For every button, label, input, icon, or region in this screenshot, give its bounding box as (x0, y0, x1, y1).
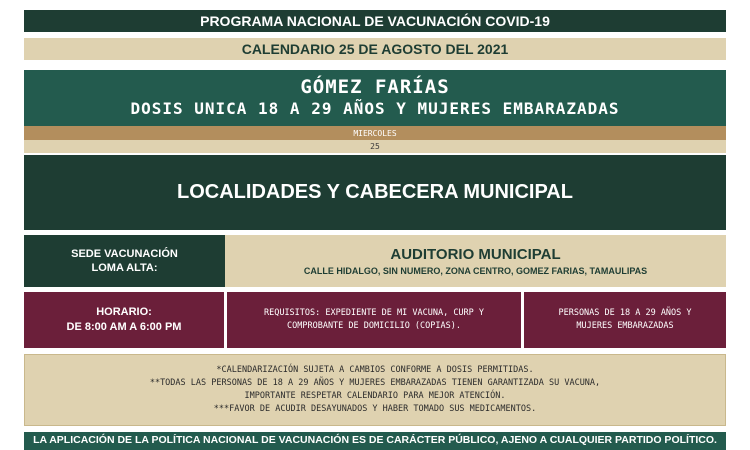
calendar-banner (24, 38, 726, 60)
notes-box (24, 354, 726, 426)
sede-label-cell (24, 235, 225, 287)
horario-hours: DE 8:00 AM A 6:00 PM (66, 321, 182, 333)
requisitos-line1: REQUISITOS: EXPEDIENTE DE MI VACUNA, CURP Y (263, 308, 485, 318)
localidades-title: LOCALIDADES Y CABECERA MUNICIPAL (177, 181, 573, 203)
note-line1: *CALENDARIZACIÓN SUJETA A CAMBIOS CONFORME A DOSIS PERMITIDAS. (216, 365, 534, 375)
localidades-banner (24, 155, 726, 230)
note-line2: **TODAS LAS PERSONAS DE 18 A 29 AÑOS Y MUJERES EMBARAZADAS TIENEN GARANTIZADA SU VACUNA, (149, 378, 601, 388)
sede-place: AUDITORIO MUNICIPAL (390, 245, 561, 263)
sede-row (24, 235, 726, 287)
personas-line2: MUJERES EMBARAZADAS (576, 321, 674, 331)
personas-line1: PERSONAS DE 18 A 29 AÑOS Y (558, 308, 692, 318)
sede-label-line1: SEDE VACUNACIÓN (71, 248, 178, 260)
program-title: PROGRAMA NACIONAL DE VACUNACIÓN COVID-19 (200, 13, 550, 29)
sede-address: CALLE HIDALGO, SIN NUMERO, ZONA CENTRO, GOMEZ FARIAS, TAMAULIPAS (303, 265, 648, 276)
horario-row (24, 292, 726, 348)
sede-label-line2: LOMA ALTA: (91, 262, 158, 274)
municipio-name: GÓMEZ FARÍAS (300, 76, 450, 98)
requisitos-line2: COMPROBANTE DE DOMICILIO (COPIAS). (287, 321, 461, 331)
sede-info-cell (225, 235, 726, 287)
weekday-band (24, 126, 726, 140)
municipio-banner (24, 70, 726, 126)
footer-disclaimer: LA APLICACIÓN DE LA POLÍTICA NACIONAL DE VACUNACIÓN ES DE CARÁCTER PÚBLICO, AJENO A CUALQUIER PARTIDO POLÍTICO. (33, 434, 717, 446)
requisitos-cell (227, 292, 521, 348)
weekday-label: MIERCOLES (353, 128, 397, 138)
program-title-banner (24, 10, 726, 32)
day-number: 25 (370, 142, 380, 151)
horario-cell (24, 292, 224, 348)
horario-label: HORARIO: (96, 306, 152, 318)
note-line3: IMPORTANTE RESPETAR CALENDARIO PARA MEJOR ATENCIÓN. (244, 391, 506, 401)
date-band (24, 140, 726, 153)
target-population: DOSIS UNICA 18 A 29 AÑOS Y MUJERES EMBARAZADAS (130, 99, 620, 118)
footer-banner (24, 432, 726, 450)
calendar-date-title: CALENDARIO 25 DE AGOSTO DEL 2021 (241, 41, 509, 57)
note-line4: ***FAVOR DE ACUDIR DESAYUNADOS Y HABER TOMADO SUS MEDICAMENTOS. (213, 404, 537, 414)
personas-cell (524, 292, 726, 348)
